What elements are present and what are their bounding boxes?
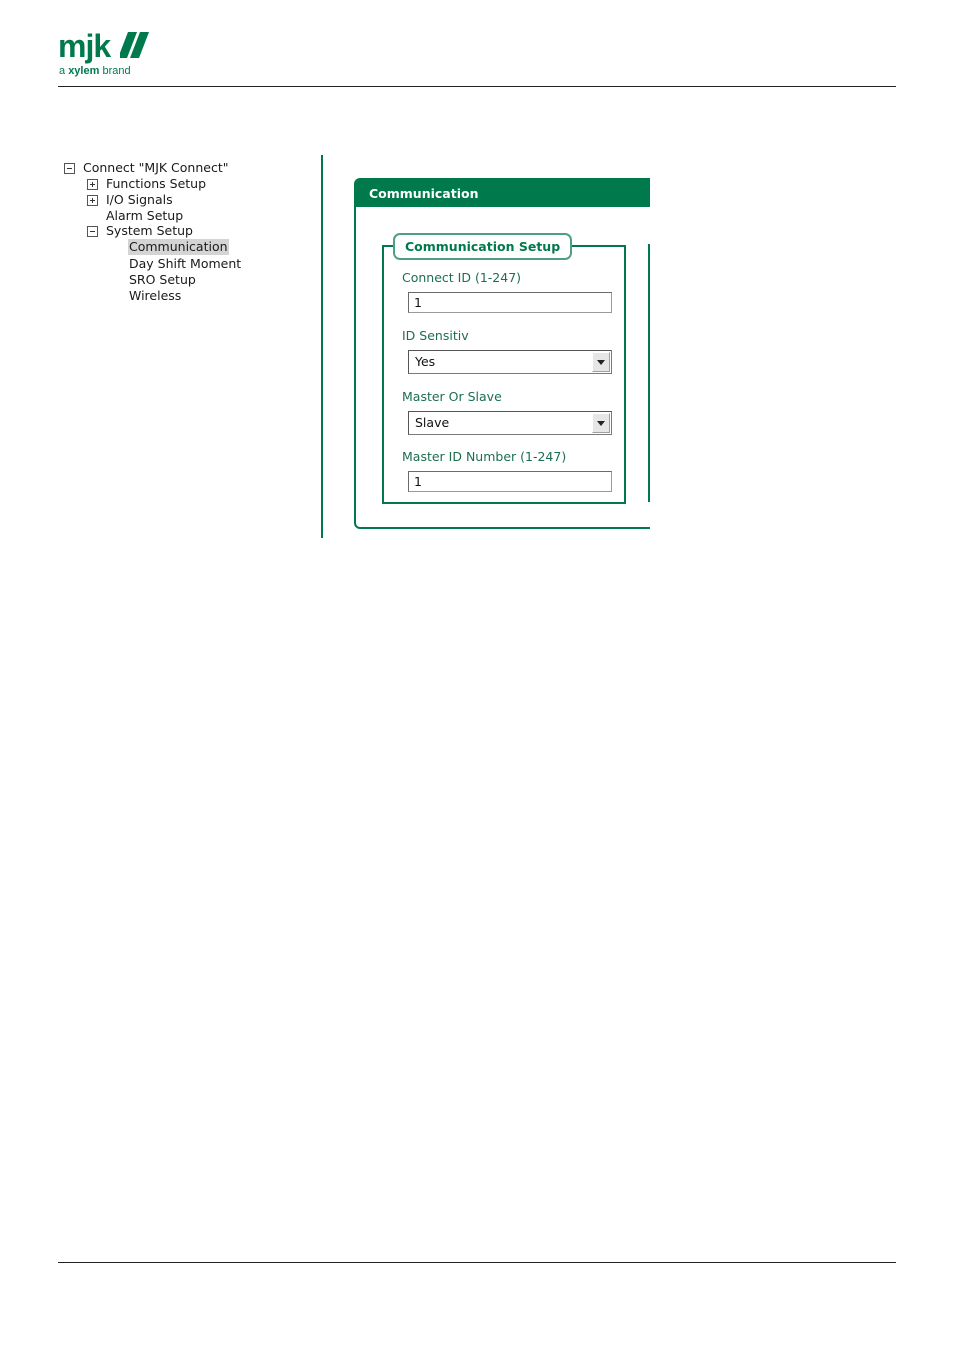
connect-id-label: Connect ID (1-247) — [402, 270, 522, 285]
group-title: Communication Setup — [393, 233, 572, 260]
tree-item-label: Connect "MJK Connect" — [83, 160, 229, 175]
expand-icon[interactable] — [87, 195, 98, 206]
master-id-label: Master ID Number (1-247) — [402, 449, 567, 464]
communication-panel-viewport — [354, 178, 650, 530]
master-id-input[interactable]: 1 — [408, 471, 612, 492]
master-or-slave-select[interactable] — [408, 411, 612, 435]
id-sensitiv-label: ID Sensitiv — [402, 328, 469, 343]
tree-item-label: Alarm Setup — [106, 208, 184, 223]
tree-item-alarm-setup[interactable] — [106, 208, 183, 224]
dropdown-arrow-icon[interactable] — [592, 413, 610, 433]
expand-icon[interactable] — [87, 179, 98, 190]
panel-inner-edge — [648, 244, 650, 502]
connect-id-input[interactable]: 1 — [408, 292, 612, 313]
dropdown-arrow-icon[interactable] — [592, 352, 610, 372]
logo-tagline — [59, 65, 131, 77]
tree-item-label: Day Shift Moment — [129, 256, 242, 271]
id-sensitiv-value: Yes — [415, 354, 436, 369]
collapse-icon[interactable] — [87, 226, 98, 237]
tagline-prefix: a — [59, 65, 69, 77]
communication-setup-group — [382, 239, 626, 504]
tree-item-io-signals[interactable] — [87, 192, 173, 208]
tree-item-system-setup[interactable] — [87, 223, 193, 239]
tree-item-label: I/O Signals — [106, 192, 173, 207]
master-or-slave-label: Master Or Slave — [402, 389, 502, 404]
tree-item-day-shift-moment[interactable] — [129, 256, 241, 272]
tree-item-label: Functions Setup — [106, 176, 207, 191]
footer-divider — [58, 1262, 896, 1263]
tree-item-label: SRO Setup — [129, 272, 196, 287]
panel-title: Communication — [356, 180, 650, 207]
tree-item-root[interactable] — [64, 160, 228, 176]
header-divider — [58, 86, 896, 87]
tree-item-label: Wireless — [129, 288, 182, 303]
tree-item-functions-setup[interactable] — [87, 176, 206, 192]
collapse-icon[interactable] — [64, 163, 75, 174]
tree-item-sro-setup[interactable] — [129, 272, 196, 288]
tree-item-communication[interactable] — [128, 239, 229, 255]
communication-panel — [354, 178, 650, 529]
logo-slashes-icon — [120, 32, 150, 58]
logo-wordmark: mjk — [58, 28, 111, 64]
tagline-brand: xylem — [68, 65, 100, 77]
tree-item-label: System Setup — [106, 223, 193, 238]
tree-item-wireless[interactable] — [129, 288, 181, 304]
tree-item-label-selected: Communication — [129, 239, 228, 254]
tagline-suffix: brand — [99, 65, 131, 77]
master-or-slave-value: Slave — [415, 415, 450, 430]
id-sensitiv-select[interactable] — [408, 350, 612, 374]
pane-divider — [321, 155, 323, 538]
mjk-logo — [58, 30, 158, 80]
